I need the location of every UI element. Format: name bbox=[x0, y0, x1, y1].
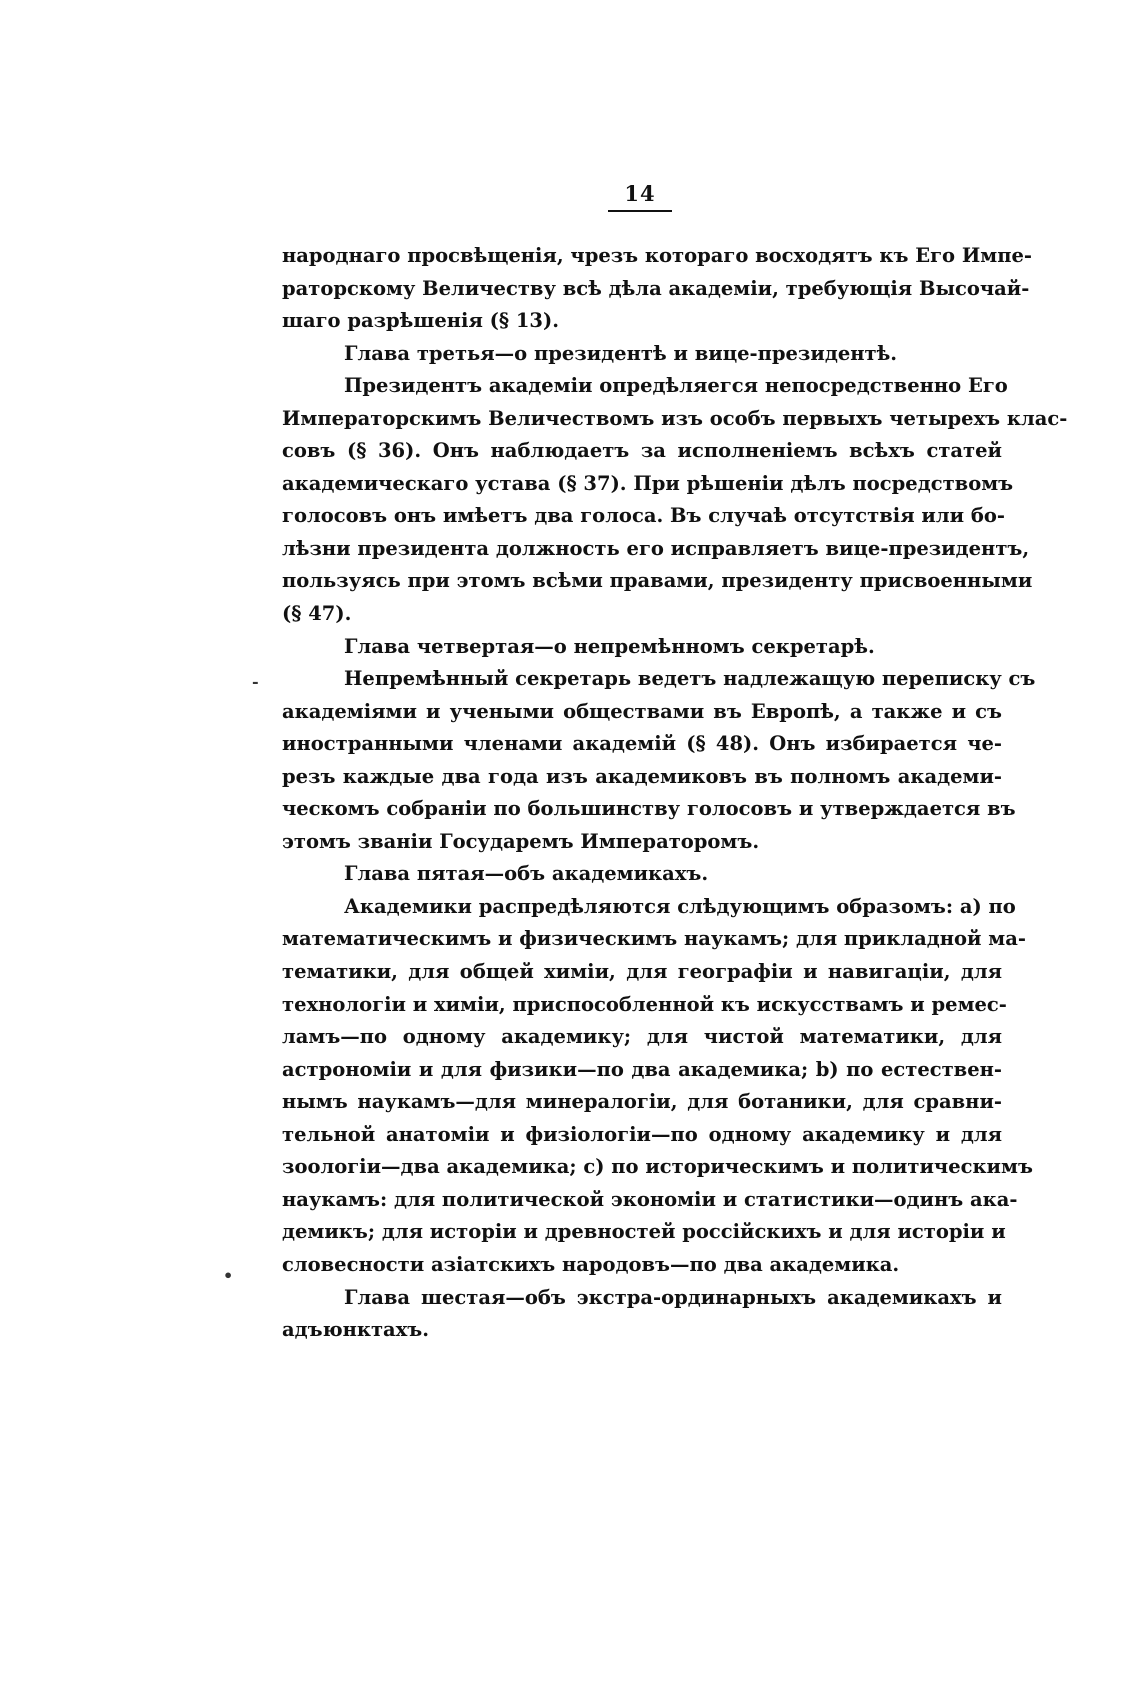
margin-mark: - bbox=[252, 672, 259, 691]
margin-mark: • bbox=[223, 1266, 234, 1285]
chapter-heading: Глава третья—о президентѣ и вице-президентѣ. bbox=[344, 341, 898, 365]
chapter-heading: Глава пятая—объ академикахъ. bbox=[344, 862, 709, 886]
text-block bbox=[282, 240, 1068, 1347]
text-line: ламъ—по одному академику; для чистой математики, для bbox=[282, 1025, 1002, 1049]
text-line: Академики распредѣляются слѣдующимъ образомъ: a) по bbox=[344, 894, 1016, 918]
text-line: нымъ наукамъ—для минералогіи, для ботаники, для сравни- bbox=[282, 1090, 1002, 1114]
text-line: шаго разрѣшенія (§ 13). bbox=[282, 309, 559, 333]
chapter-heading: Глава шестая—объ экстра-ординарныхъ академикахъ и bbox=[344, 1285, 1002, 1309]
text-line: астрономіи и для физики—по два академика; b) по естествен- bbox=[282, 1057, 1002, 1081]
text-line: Императорскимъ Величествомъ изъ особъ первыхъ четырехъ клас- bbox=[282, 406, 1068, 430]
chapter-heading: Глава четвертая—о непремѣнномъ секретарѣ. bbox=[344, 634, 875, 658]
text-line: Президентъ академіи опредѣляегся непосредственно Его bbox=[344, 374, 1008, 398]
text-line: математическимъ и физическимъ наукамъ; для прикладной ма- bbox=[282, 927, 1026, 951]
text-line: демикъ; для исторіи и древностей россійскихъ и для исторіи и bbox=[282, 1220, 1006, 1244]
text-line: академіями и учеными обществами въ Европѣ, а также и съ bbox=[282, 699, 1002, 723]
text-line: пользуясь при этомъ всѣми правами, президенту присвоенными bbox=[282, 569, 1033, 593]
text-line: народнаго просвѣщенія, чрезъ котораго восходятъ къ Его Импе- bbox=[282, 244, 1032, 267]
text-line: резъ каждые два года изъ академиковъ въ полномъ академи- bbox=[282, 764, 1002, 788]
text-line: голосовъ онъ имѣетъ два голоса. Въ случаѣ отсутствія или бо- bbox=[282, 504, 1005, 528]
text-line: Непремѣнный секретарь ведетъ надлежащую переписку съ bbox=[344, 667, 1036, 691]
text-line: наукамъ: для политической экономіи и статистики—одинъ ака- bbox=[282, 1187, 1018, 1211]
text-line: иностранными членами академій (§ 48). Онъ избирается че- bbox=[282, 732, 1002, 756]
text-line: раторскому Величеству всѣ дѣла академіи, требующія Высочай- bbox=[282, 276, 1030, 300]
text-line: совъ (§ 36). Онъ наблюдаетъ за исполненіемъ всѣхъ статей bbox=[282, 439, 1002, 463]
page-number-rule bbox=[608, 210, 672, 212]
text-line: зоологіи—два академика; c) по историческимъ и политическимъ bbox=[282, 1155, 1033, 1179]
text-line: академическаго устава (§ 37). При рѣшеніи дѣлъ посредствомъ bbox=[282, 471, 1014, 495]
text-line: ческомъ собраніи по большинству голосовъ и утверждается въ bbox=[282, 797, 1016, 821]
text-line: этомъ званіи Государемъ Императоромъ. bbox=[282, 829, 760, 853]
text-line: тельной анатоміи и физіологіи—по одному академику и для bbox=[282, 1122, 1002, 1146]
page-number: 14 bbox=[624, 181, 656, 206]
text-line: тематики, для общей химіи, для географіи и навигаціи, для bbox=[282, 960, 1002, 984]
chapter-heading: адъюнктахъ. bbox=[282, 1318, 430, 1342]
text-line: лѣзни президента должность его исправляетъ вице-президентъ, bbox=[282, 536, 1030, 560]
text-line: технологіи и химіи, приспособленной къ искусствамъ и ремес- bbox=[282, 992, 1007, 1016]
text-line: словесности азіатскихъ народовъ—по два академика. bbox=[282, 1252, 900, 1276]
text-line: (§ 47). bbox=[282, 602, 352, 626]
